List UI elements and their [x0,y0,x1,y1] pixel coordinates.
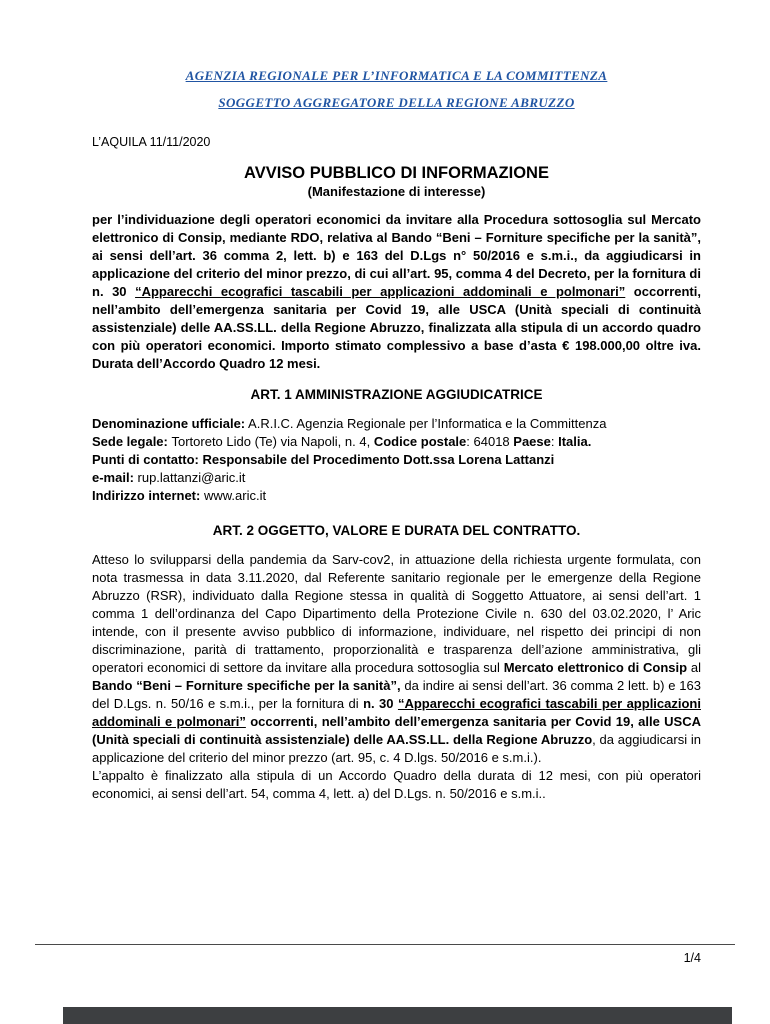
contact-line-sede-legale: Sede legale: Tortoreto Lido (Te) via Napoli, n. 4, Codice postale: 64018 Paese: Italia. [92,434,592,449]
document-subtitle: (Manifestazione di interesse) [307,184,486,199]
place-date: L’AQUILA 11/11/2020 [92,135,211,149]
page-number: 1/4 [683,951,701,965]
document-title: AVVISO PUBBLICO DI INFORMAZIONE [244,164,549,182]
contact-line-denominazione: Denominazione ufficiale: A.R.I.C. Agenzia Regionale per l’Informatica e la Committenza [92,416,607,431]
agency-subtitle: SOGGETTO AGGREGATORE DELLA REGIONE ABRUZZO [218,95,575,110]
art2-paragraph-2: L’appalto è finalizzato alla stipula di un Accordo Quadro della durata di 12 mesi, con più operatori economici, ai sensi dell’art. 54, comma 4, lett. a) del D.Lgs. n. 50/2016 e s.m.i.. [92,768,701,801]
contact-line-punti-di-contatto: Punti di contatto: Responsabile del Procedimento Dott.ssa Lorena Lattanzi [92,452,555,467]
contact-line-email: e-mail: rup.lattanzi@aric.it [92,470,246,485]
intro-paragraph: per l’individuazione degli operatori economici da invitare alla Procedura sottosoglia sul Mercato elettronico di Consip, mediante RDO, relativa al Bando “Beni – Forniture specifiche per la sanità”, ai sensi dell’art. 36 comma 2, lett. b) e 163 del D.Lgs n° 50/2016 e s.m.i., da aggiudicarsi in applicazione del criterio del minor prezzo, di cui all’art. 95, comma 4 del Decreto, per la fornitura di n. 30 “Apparecchi ecografici tascabili per applicazioni addominali e polmonari” occorrenti, nell’ambito dell’emergenza sanitaria per Covid 19, alle USCA (Unità speciali di continuità assistenziale) delle AA.SS.LL. della Regione Abruzzo, finalizzata alla stipula di un accordo quadro con più operatori economici. Importo stimato complessivo a base d’asta € 198.000,00 oltre iva. Durata dell’Accordo Quadro 12 mesi. [92,212,701,371]
contact-line-indirizzo-internet: Indirizzo internet: www.aric.it [92,488,267,503]
art2-heading: ART. 2 OGGETTO, VALORE E DURATA DEL CONTRATTO. [212,523,581,538]
art2-paragraph-1: Atteso lo svilupparsi della pandemia da Sarv-cov2, in attuazione della richiesta urgente formulata, con nota trasmessa in data 3.11.2020, dal Referente sanitario regionale per le emergenze della Regione Abruzzo (RSR), individuato dalla Regione stessa in qualità di Soggetto Attuatore, ai sensi dell’art. 1 comma 1 dell’ordinanza del Capo Dipartimento della Protezione Civile n. 630 del 03.02.2020, l’ Aric intende, con il presente avviso pubblico di informazione, individuare, nel rispetto dei principi di non discriminazione, parità di trattamento, proporzionalità e trasparenza dell’azione amministrativa, gli operatori economici di settore da invitare alla procedura sottosoglia sul Mercato elettronico di Consip al Bando “Beni – Forniture specifiche per la sanità”, da indire ai sensi dell’art. 36 comma 2 lett. b) e 163 del D.Lgs. n. 50/16 e s.m.i., per la fornitura di n. 30 “Apparecchi ecografici tascabili per applicazioni addominali e polmonari” occorrenti, nell’ambito dell’emergenza sanitaria per Covid 19, alle USCA (Unità speciali di continuità assistenziale) delle AA.SS.LL. della Regione Abruzzo, da aggiudicarsi in applicazione del criterio del minor prezzo (art. 95, c. 4 D.lgs. 50/2016 e s.m.i.). [92,552,701,765]
page-footer [0,944,770,965]
letterhead [92,68,701,111]
art1-heading: ART. 1 AMMINISTRAZIONE AGGIUDICATRICE [250,387,543,402]
contact-block [92,415,701,505]
viewer-bottom-bar [63,1007,732,1024]
footer-rule [35,944,735,945]
agency-name: AGENZIA REGIONALE PER L’INFORMATICA E LA COMMITTENZA [185,68,608,83]
